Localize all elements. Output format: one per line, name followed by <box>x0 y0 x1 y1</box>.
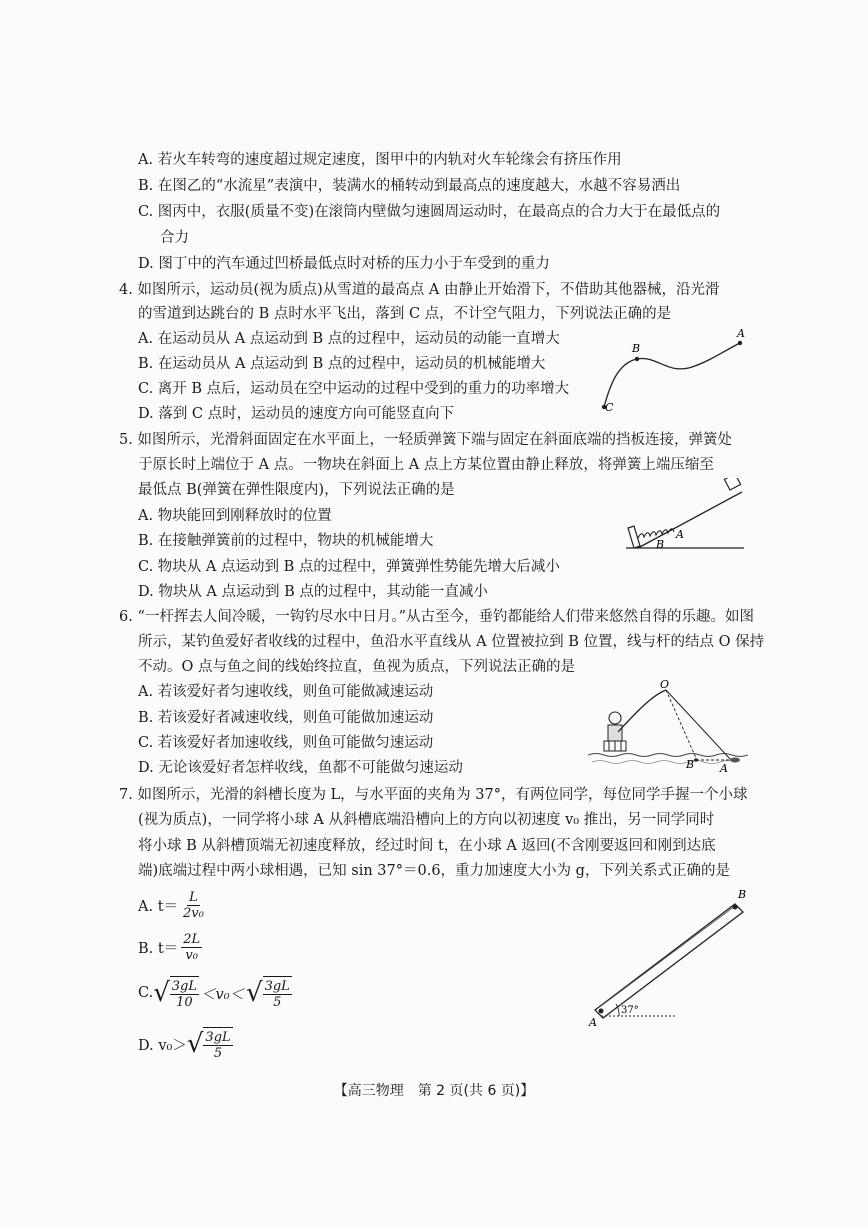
q6-option-b: B. 若该爱好者减速收线，则鱼可能做加速运动 <box>138 710 434 726</box>
q5-option-d: D. 物块从 A 点运动到 B 点的过程中，其动能一直减小 <box>138 584 488 600</box>
q5-stem-2: 于原长时上端位于 A 点。一物块在斜面上 A 点上方某位置由静止释放，将弹簧上端压缩至 <box>138 457 714 473</box>
denominator: 2v₀ <box>183 906 204 921</box>
denominator: 5 <box>213 1046 223 1061</box>
numerator: 3gL <box>171 979 197 994</box>
q6-option-a: A. 若该爱好者匀速收线，则鱼可能做减速运动 <box>138 684 434 700</box>
point-a-label: A <box>589 1016 597 1029</box>
point-a-label: A <box>720 762 728 775</box>
q7-option-a <box>138 890 209 921</box>
denominator: 5 <box>273 995 282 1010</box>
point-b-label: B <box>738 888 747 901</box>
q7-option-c-middle: ＜v₀＜ <box>201 986 245 1003</box>
numerator: 2L <box>183 932 201 947</box>
square-root: √ $\frac{3gL}{10}$ <box>153 978 197 1010</box>
numerator: L <box>189 890 198 905</box>
q3-option-c-cont: 合力 <box>160 230 189 246</box>
q7-option-b-prefix: B. t＝ <box>138 941 179 957</box>
q4-option-b: B. 在运动员从 A 点运动到 B 点的过程中，运动员的机械能增大 <box>138 356 546 372</box>
q6-stem-1: 6. “一杆挥去人间冷暖，一钩钓尽水中日月。”从古至今，垂钓都能给人们带来悠然自得的乐趣。如图 <box>119 609 755 625</box>
point-a-label: A <box>737 327 745 340</box>
page-footer: 【高三物理 第 2 页(共 6 页)】 <box>333 1083 535 1099</box>
angle-label: 37° <box>621 1005 639 1016</box>
denominator: v₀ <box>185 948 198 963</box>
numerator: 3gL <box>264 979 290 994</box>
q4-option-a: A. 在运动员从 A 点运动到 B 点的过程中，运动员的动能一直增大 <box>138 331 560 347</box>
q6-stem-2: 所示，某钓鱼爱好者收线的过程中，鱼沿水平直线从 A 位置被拉到 B 位置，线与杆的结点 O 保持 <box>138 634 765 650</box>
point-c-label: C <box>605 401 614 414</box>
q7-option-d <box>138 1027 233 1061</box>
q7-option-a-prefix: A. t＝ <box>138 899 179 915</box>
point-b-label: B <box>632 342 641 355</box>
q4-option-d: D. 落到 C 点时，运动员的速度方向可能竖直向下 <box>138 406 455 422</box>
fraction <box>181 890 206 921</box>
q7-option-b <box>138 932 205 963</box>
q7-option-c <box>138 976 292 1010</box>
q4-stem-1: 4. 如图所示，运动员(视为质点)从雪道的最高点 A 由静止开始滑下，不借助其他器械，沿光滑 <box>119 282 720 298</box>
q6-option-d: D. 无论该爱好者怎样收线，鱼都不可能做匀速运动 <box>138 760 463 776</box>
q7-stem-2: (视为质点)，一同学将小球 A 从斜槽底端沿槽向上的方向以初速度 v₀ 推出，另一同学同时 <box>138 812 715 828</box>
incline-spring-figure <box>620 478 750 553</box>
q7-stem-3: 将小球 B 从斜槽顶端无初速度释放，经过时间 t，在小球 A 返回(不含刚要返回和刚到达底 <box>138 838 716 854</box>
q5-stem-1: 5. 如图所示，光滑斜面固定在水平面上，一轻质弹簧下端与固定在斜面底端的挡板连接，弹簧处 <box>119 432 732 448</box>
point-o-label: O <box>660 680 670 691</box>
numerator: 3gL <box>205 1030 231 1045</box>
square-root: √ $\frac{3gL}{5}$ <box>186 1029 231 1061</box>
q6-option-c: C. 若该爱好者加速收线，则鱼可能做匀速运动 <box>138 735 434 751</box>
q4-option-c: C. 离开 B 点后，运动员在空中运动的过程中受到的重力的功率增大 <box>138 381 570 397</box>
q5-option-c: C. 物块从 A 点运动到 B 点的过程中，弹簧弹性势能先增大后减小 <box>138 559 560 575</box>
q7-option-d-prefix: D. v₀＞ <box>138 1037 187 1054</box>
q7-stem-1: 7. 如图所示，光滑的斜槽长度为 L，与水平面的夹角为 37°，有两位同学，每位同学手握一个小球 <box>119 787 748 803</box>
denominator: 10 <box>176 995 193 1010</box>
point-b-label: B <box>686 758 695 771</box>
q7-stem-4: 端)底端过程中两小球相遇，已知 sin 37°＝0.6，重力加速度大小为 g，下列关系式正确的是 <box>138 863 730 879</box>
q6-stem-3: 不动。O 点与鱼之间的线始终拉直，鱼视为质点，下列说法正确的是 <box>138 659 575 675</box>
fraction <box>181 932 202 963</box>
q3-option-c: C. 图丙中，衣服(质量不变)在滚筒内壁做匀速圆周运动时，在最高点的合力大于在最低点的 <box>138 204 721 220</box>
fishing-figure <box>588 680 748 776</box>
ski-track-figure <box>592 325 752 417</box>
point-a-label: A <box>676 528 684 541</box>
q7-option-c-prefix: C. <box>138 985 154 1001</box>
q3-option-a: A. 若火车转弯的速度超过规定速度，图甲中的内轨对火车轮缘会有挤压作用 <box>138 152 622 168</box>
q5-option-a: A. 物块能回到刚释放时的位置 <box>138 508 332 524</box>
q5-stem-3: 最低点 B(弹簧在弹性限度内)，下列说法正确的是 <box>138 482 455 498</box>
inclined-chute-figure <box>585 880 755 1030</box>
q4-stem-2: 的雪道到达跳台的 B 点时水平飞出，落到 C 点，不计空气阻力，下列说法正确的是 <box>138 306 672 322</box>
q3-option-b: B. 在图乙的“水流星”表演中，装满水的桶转动到最高点的速度越大，水越不容易洒出 <box>138 178 681 194</box>
q3-option-d: D. 图丁中的汽车通过凹桥最低点时对桥的压力小于车受到的重力 <box>138 256 550 272</box>
point-b-label: B <box>656 538 665 551</box>
q5-option-b: B. 在接触弹簧前的过程中，物块的机械能增大 <box>138 533 434 549</box>
square-root: √ $\frac{3gL}{5}$ <box>246 978 290 1010</box>
